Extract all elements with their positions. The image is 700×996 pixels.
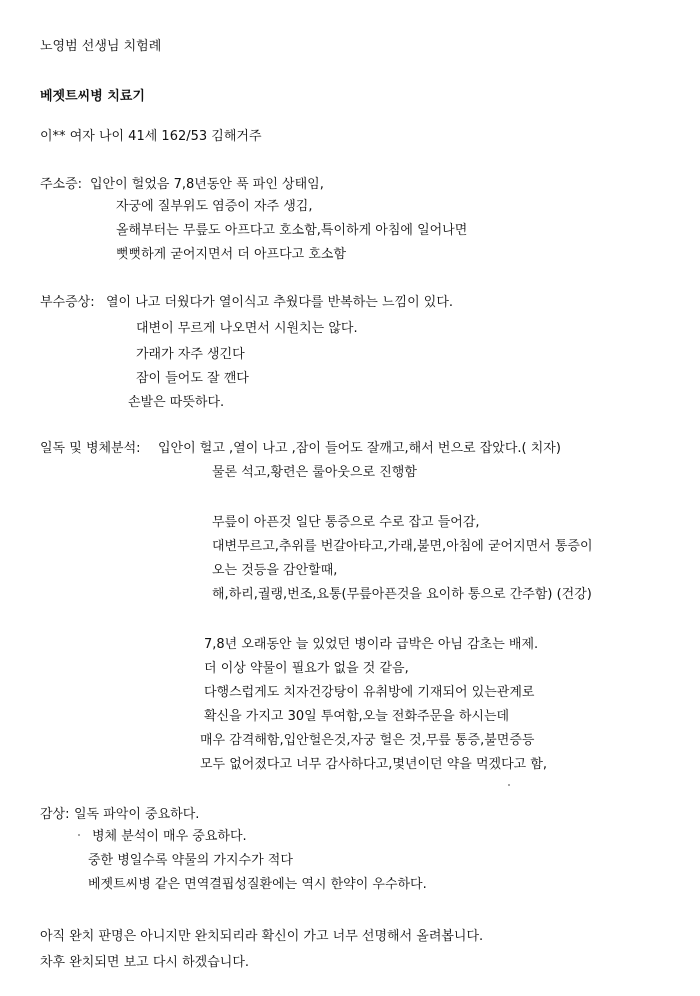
analysis-label: 일독 및 병체분석: bbox=[40, 441, 141, 456]
analysis-line: 매우 감격해함,입안헐은것,자궁 헐은 것,무릎 통증,불면증등 bbox=[200, 733, 535, 748]
analysis-line: 7,8년 오래동안 늘 있었던 병이라 급박은 아님 감초는 배제. bbox=[204, 637, 539, 652]
analysis-line: 다행스럽게도 치자건강탕이 유취방에 기재되어 있는관계로 bbox=[204, 685, 535, 700]
chief-complaint-label: 주소증: bbox=[40, 177, 83, 192]
analysis-line: 해,하리,궐랭,번조,요통(무릎아픈것을 요이하 통으로 간주함) (건강) bbox=[212, 587, 592, 602]
scan-speck bbox=[508, 784, 510, 786]
analysis-line: 입안이 헐고 ,열이 나고 ,잠이 들어도 잘깨고,해서 번으로 잡았다.( 치자) bbox=[158, 441, 561, 456]
closing-line: 아직 완치 판명은 아니지만 완치되리라 확신이 가고 너무 선명해서 올려봅니다. bbox=[40, 929, 484, 944]
impression-line: 베젯트씨병 같은 면역결핍성질환에는 역시 한약이 우수하다. bbox=[88, 877, 427, 892]
impression-line: 일독 파악이 중요하다. bbox=[74, 807, 200, 822]
scan-speck bbox=[78, 834, 80, 836]
analysis-line: 물론 석고,황련은 룰아웃으로 진행함 bbox=[212, 465, 417, 480]
case-title: 베젯트씨병 치료기 bbox=[40, 89, 145, 104]
impression-label: 감상: bbox=[40, 807, 70, 822]
chief-complaint-line: 뻣뻣하게 굳어지면서 더 아프다고 호소함 bbox=[116, 247, 347, 262]
chief-complaint-line: 입안이 헐었음 7,8년동안 푹 파인 상태임, bbox=[90, 177, 324, 192]
secondary-symptoms-line: 손발은 따뜻하다. bbox=[128, 395, 225, 410]
secondary-symptoms-line: 대변이 무르게 나오면서 시원치는 않다. bbox=[136, 321, 358, 336]
closing-line: 차후 완치되면 보고 다시 하겠습니다. bbox=[40, 955, 250, 970]
impression-line: 병체 분석이 매우 중요하다. bbox=[92, 829, 247, 844]
chief-complaint-line: 자궁에 질부위도 염증이 자주 생김, bbox=[116, 199, 313, 214]
impression-line: 중한 병일수록 약물의 가지수가 적다 bbox=[88, 853, 293, 868]
secondary-symptoms-line: 가래가 자주 생긴다 bbox=[136, 347, 245, 362]
analysis-line: 대변무르고,추위를 번갈아타고,가래,불면,아침에 굳어지면서 통증이 bbox=[212, 539, 593, 554]
patient-info: 이** 여자 나이 41세 162/53 김해거주 bbox=[40, 129, 262, 144]
analysis-line: 오는 것등을 감안할때, bbox=[212, 563, 338, 578]
secondary-symptoms-line: 잠이 들어도 잘 깬다 bbox=[136, 371, 249, 386]
secondary-symptoms-line: 열이 나고 더웠다가 열이식고 추웠다를 반복하는 느낌이 있다. bbox=[106, 295, 454, 310]
analysis-line: 무릎이 아픈것 일단 통증으로 수로 잡고 들어감, bbox=[212, 515, 480, 530]
document-title: 노영범 선생님 치험례 bbox=[40, 39, 162, 54]
analysis-line: 확신을 가지고 30일 투여함,오늘 전화주문을 하시는데 bbox=[204, 709, 510, 724]
analysis-line: 더 이상 약물이 필요가 없을 것 같음, bbox=[204, 661, 409, 676]
chief-complaint-line: 올해부터는 무릎도 아프다고 호소함,특이하게 아침에 일어나면 bbox=[116, 223, 468, 238]
secondary-symptoms-label: 부수증상: bbox=[40, 295, 95, 310]
analysis-line: 모두 없어졌다고 너무 감사하다고,몇년이던 약을 먹겠다고 함, bbox=[200, 757, 548, 772]
